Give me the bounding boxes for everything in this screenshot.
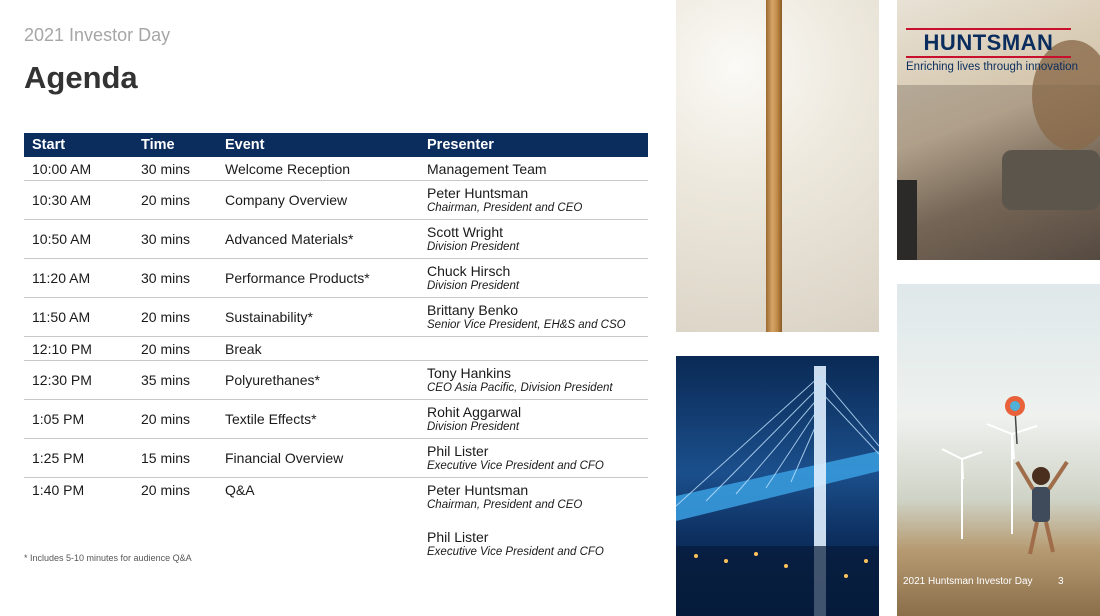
bridge-photo (676, 356, 879, 616)
time-cell: 20 mins (133, 181, 217, 220)
start-cell: 11:50 AM (24, 298, 133, 337)
insulation-photo (676, 0, 879, 332)
table-row (24, 400, 648, 439)
table-row (24, 337, 648, 361)
column-header-start: Start (24, 133, 133, 157)
wind-turbines (942, 424, 1037, 539)
presenter-name: Chuck Hirsch (427, 263, 511, 279)
event-cell: Advanced Materials* (217, 220, 419, 259)
presenter-gap (427, 512, 640, 529)
event-cell: Sustainability* (217, 298, 419, 337)
presenter-role: Division President (427, 421, 520, 433)
table-row (24, 259, 648, 298)
event-cell: Performance Products* (217, 259, 419, 298)
start-cell: 10:50 AM (24, 220, 133, 259)
start-cell: 1:40 PM (32, 482, 85, 498)
time-cell: 20 mins (133, 400, 217, 439)
event-cell: Company Overview (217, 181, 419, 220)
time-cell: 20 mins (133, 298, 217, 337)
table-row (24, 157, 648, 181)
presenter-name: Scott Wright (427, 224, 503, 240)
event-cell: Financial Overview (217, 439, 419, 478)
page-number: 3 (1058, 576, 1064, 587)
footnote: * Includes 5-10 minutes for audience Q&A (24, 553, 192, 563)
table-row (24, 220, 648, 259)
time-cell: 30 mins (133, 157, 217, 181)
wind-farm-photo (897, 284, 1100, 616)
column-header-event: Event (217, 133, 419, 157)
time-cell: 15 mins (133, 439, 217, 478)
luggage-handle (897, 180, 917, 260)
presenter-role: CEO Asia Pacific, Division President (427, 382, 613, 394)
column-header-time: Time (133, 133, 217, 157)
presenter-role: Division President (427, 241, 520, 253)
presenter-cell (419, 478, 648, 563)
bridge-scene (676, 356, 879, 616)
lounge-seat (1002, 150, 1100, 210)
logo-wordmark: HUNTSMAN (906, 28, 1071, 58)
huntsman-logo (906, 28, 1071, 58)
slide-subtitle: 2021 Investor Day (24, 25, 171, 45)
presenter-role: Senior Vice President, EH&S and CSO (427, 319, 626, 331)
presenter-role: Division President (427, 280, 520, 292)
table-row (24, 478, 648, 563)
column-header-presenter: Presenter (419, 133, 648, 157)
presenter-name: Phil Lister (427, 529, 489, 545)
time-cell: 30 mins (133, 259, 217, 298)
presenter-cell (419, 298, 648, 337)
presenter-cell (419, 361, 648, 400)
presenter-role: Executive Vice President and CFO (427, 546, 604, 558)
table-row (24, 181, 648, 220)
start-cell: 12:30 PM (24, 361, 133, 400)
wood-stud (766, 0, 782, 332)
presenter-role: Chairman, President and CEO (427, 499, 583, 511)
page-title: Agenda (24, 60, 138, 95)
bridge-deck (676, 451, 879, 521)
presenter-cell (419, 259, 648, 298)
footer-label: 2021 Huntsman Investor Day (903, 576, 1033, 587)
event-cell: Break (217, 337, 419, 361)
pinwheel-toy (1005, 396, 1025, 444)
presenter-cell (419, 157, 648, 181)
presenter-role: Executive Vice President and CFO (427, 460, 604, 472)
table-row (24, 361, 648, 400)
start-cell: 10:00 AM (24, 157, 133, 181)
event-cell: Textile Effects* (217, 400, 419, 439)
presenter-name: Phil Lister (427, 443, 489, 459)
child-figure (1017, 462, 1067, 554)
presenter-cell (419, 220, 648, 259)
presenter-role: Chairman, President and CEO (427, 202, 583, 214)
event-cell: Q&A (225, 482, 255, 498)
start-cell: 11:20 AM (24, 259, 133, 298)
presenter-cell (419, 337, 648, 361)
table-row (24, 298, 648, 337)
presenter-name: Tony Hankins (427, 365, 512, 381)
presenter-name: Peter Huntsman (427, 185, 529, 201)
presenter-cell (419, 181, 648, 220)
agenda-table (24, 133, 648, 562)
event-cell: Welcome Reception (217, 157, 419, 181)
start-cell: 10:30 AM (24, 181, 133, 220)
start-cell: 1:25 PM (24, 439, 133, 478)
brand-tagline: Enriching lives through innovation (906, 61, 1078, 73)
presenter-name: Rohit Aggarwal (427, 404, 522, 420)
presenter-name: Brittany Benko (427, 302, 519, 318)
presenter-name: Management Team (427, 160, 547, 177)
table-header-row (24, 133, 648, 157)
time-cell: 30 mins (133, 220, 217, 259)
presenter-cell (419, 400, 648, 439)
table-row (24, 439, 648, 478)
time-cell: 20 mins (133, 337, 217, 361)
event-cell: Polyurethanes* (217, 361, 419, 400)
time-cell: 20 mins (141, 482, 191, 498)
water (676, 546, 879, 616)
start-cell: 1:05 PM (24, 400, 133, 439)
presenter-cell (419, 439, 648, 478)
wind-farm-scene (897, 284, 1100, 616)
time-cell: 35 mins (133, 361, 217, 400)
start-cell: 12:10 PM (24, 337, 133, 361)
presenter-name: Peter Huntsman (427, 482, 529, 498)
